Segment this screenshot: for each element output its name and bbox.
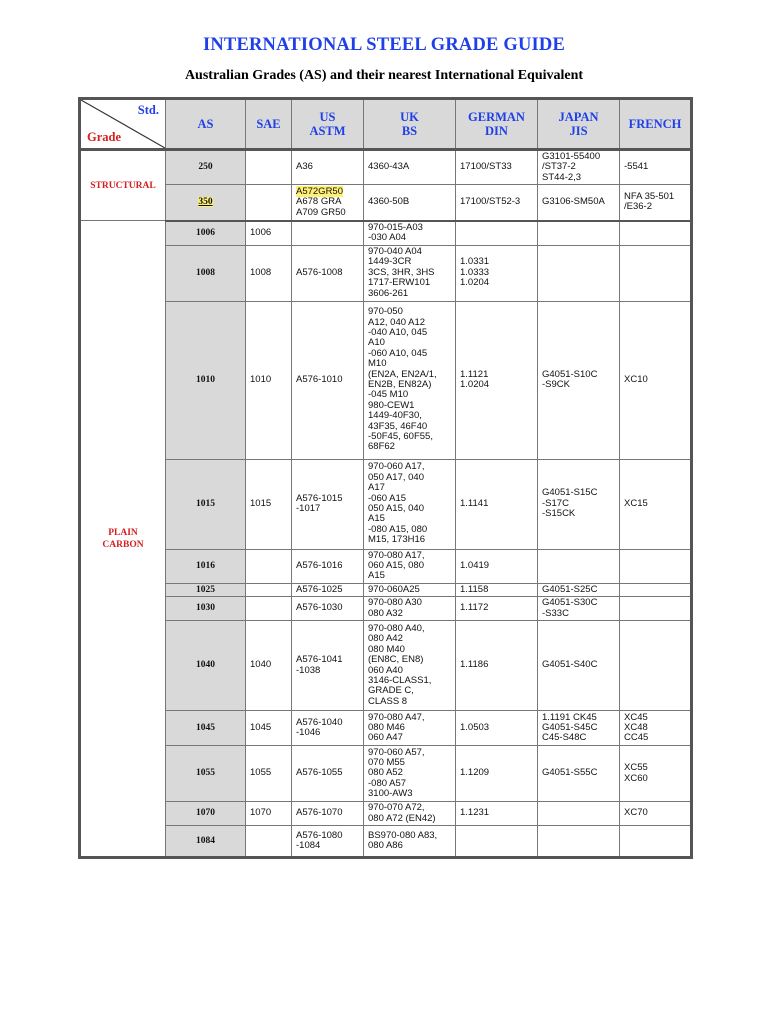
table-row — [80, 583, 692, 596]
as-cell: 1040 — [166, 621, 246, 711]
sae-cell — [246, 150, 292, 185]
col-header-japan: JAPAN JIS — [538, 99, 620, 150]
table-row — [80, 802, 692, 826]
table-row — [80, 150, 692, 185]
uk-cell: 970-080 A47, 080 M46 060 A47 — [364, 711, 456, 746]
uk-cell: 970-080 A30 080 A32 — [364, 597, 456, 621]
corner-header — [80, 99, 166, 150]
din-cell — [456, 826, 538, 858]
din-cell: 1.1172 — [456, 597, 538, 621]
jis-cell: G4051-S55C — [538, 746, 620, 802]
table-row — [80, 245, 692, 301]
sae-cell — [246, 583, 292, 596]
table-row — [80, 549, 692, 583]
din-cell: 17100/ST52-3 — [456, 185, 538, 221]
group-structural: STRUCTURAL — [80, 150, 166, 221]
as-cell: 1055 — [166, 746, 246, 802]
jis-cell: G4051-S15C -S17C -S15CK — [538, 459, 620, 549]
fr-cell: XC10 — [620, 301, 692, 459]
jis-cell — [538, 826, 620, 858]
as-cell: 250 — [166, 150, 246, 185]
din-cell: 1.1186 — [456, 621, 538, 711]
sae-cell: 1008 — [246, 245, 292, 301]
uk-cell: 970-080 A17, 060 A15, 080 A15 — [364, 549, 456, 583]
sae-cell: 1070 — [246, 802, 292, 826]
fr-cell — [620, 549, 692, 583]
fr-cell: XC45 XC48 CC45 — [620, 711, 692, 746]
us-cell: A576-1041 -1038 — [292, 621, 364, 711]
us-cell: A576-1015 -1017 — [292, 459, 364, 549]
sae-cell — [246, 185, 292, 221]
as-cell: 1016 — [166, 549, 246, 583]
as-cell: 1008 — [166, 245, 246, 301]
din-cell: 17100/ST33 — [456, 150, 538, 185]
fr-cell: XC70 — [620, 802, 692, 826]
col-header-german: GERMAN DIN — [456, 99, 538, 150]
us-cell: A576-1025 — [292, 583, 364, 596]
table-row — [80, 597, 692, 621]
jis-cell: G3106-SM50A — [538, 185, 620, 221]
us-cell: A36 — [292, 150, 364, 185]
uk-cell: 970-060A25 — [364, 583, 456, 596]
sae-cell — [246, 597, 292, 621]
us-cell: A576-1010 — [292, 301, 364, 459]
col-header-sae: SAE — [246, 99, 292, 150]
sae-cell: 1045 — [246, 711, 292, 746]
fr-cell: XC55 XC60 — [620, 746, 692, 802]
fr-cell: -5541 — [620, 150, 692, 185]
sae-cell: 1006 — [246, 221, 292, 245]
jis-cell: G3101-55400 /ST37-2 ST44-2,3 — [538, 150, 620, 185]
din-cell: 1.0419 — [456, 549, 538, 583]
jis-cell — [538, 245, 620, 301]
fr-cell: NFA 35-501 /E36-2 — [620, 185, 692, 221]
uk-cell: 4360-43A — [364, 150, 456, 185]
uk-cell: 970-040 A04 1449-3CR 3CS, 3HR, 3HS 1717-ERW101 3606-261 — [364, 245, 456, 301]
table-row — [80, 301, 692, 459]
sae-cell: 1040 — [246, 621, 292, 711]
uk-cell: 970-070 A72, 080 A72 (EN42) — [364, 802, 456, 826]
us-cell: A576-1070 — [292, 802, 364, 826]
table-row — [80, 221, 692, 245]
as-cell: 1070 — [166, 802, 246, 826]
us-cell: A576-1055 — [292, 746, 364, 802]
page-subtitle: Australian Grades (AS) and their nearest International Equivalent — [184, 68, 584, 83]
us-cell: A576-1040 -1046 — [292, 711, 364, 746]
as-cell: 1030 — [166, 597, 246, 621]
us-highlight: A572GR50 — [296, 185, 344, 197]
uk-cell: 970-080 A40, 080 A42 080 M40 (EN8C, EN8) 060 A40 3146-CLASS1, GRADE C, CLASS 8 — [364, 621, 456, 711]
din-cell: 1.0503 — [456, 711, 538, 746]
us-text: A678 GRA A709 GR50 — [296, 196, 346, 218]
din-cell: 1.1209 — [456, 746, 538, 802]
din-cell: 1.0331 1.0333 1.0204 — [456, 245, 538, 301]
din-cell: 1.1158 — [456, 583, 538, 596]
jis-cell: G4051-S40C — [538, 621, 620, 711]
table-row — [80, 746, 692, 802]
jis-cell — [538, 221, 620, 245]
as-cell: 1025 — [166, 583, 246, 596]
jis-cell: G4051-S30C -S33C — [538, 597, 620, 621]
table-row — [80, 185, 692, 221]
std-label: Std. — [137, 103, 159, 117]
fr-cell — [620, 826, 692, 858]
fr-cell: XC15 — [620, 459, 692, 549]
as-cell — [166, 185, 246, 221]
din-cell: 1.1121 1.0204 — [456, 301, 538, 459]
fr-cell — [620, 245, 692, 301]
jis-cell — [538, 549, 620, 583]
sae-cell — [246, 549, 292, 583]
uk-cell: 970-015-A03 -030 A04 — [364, 221, 456, 245]
col-header-as: AS — [166, 99, 246, 150]
us-cell: A576-1080 -1084 — [292, 826, 364, 858]
table-row — [80, 621, 692, 711]
as-cell: 1006 — [166, 221, 246, 245]
page-title: INTERNATIONAL STEEL GRADE GUIDE — [202, 35, 566, 55]
us-cell — [292, 185, 364, 221]
sae-cell: 1015 — [246, 459, 292, 549]
col-header-uk: UK BS — [364, 99, 456, 150]
fr-cell — [620, 221, 692, 245]
table-body — [80, 150, 692, 858]
us-cell — [292, 221, 364, 245]
jis-cell: G4051-S25C — [538, 583, 620, 596]
jis-cell: 1.1191 CK45 G4051-S45C C45-S48C — [538, 711, 620, 746]
as-highlight: 350 — [198, 197, 213, 208]
us-cell: A576-1016 — [292, 549, 364, 583]
col-header-us: US ASTM — [292, 99, 364, 150]
grade-label: Grade — [87, 130, 122, 144]
sae-cell: 1055 — [246, 746, 292, 802]
uk-cell: 970-060 A57, 070 M55 080 A52 -080 A57 3100-AW3 — [364, 746, 456, 802]
sae-cell — [246, 826, 292, 858]
uk-cell: BS970-080 A83, 080 A86 — [364, 826, 456, 858]
table-row — [80, 826, 692, 858]
fr-cell — [620, 621, 692, 711]
as-cell: 1010 — [166, 301, 246, 459]
as-cell: 1084 — [166, 826, 246, 858]
din-cell: 1.1231 — [456, 802, 538, 826]
fr-cell — [620, 583, 692, 596]
din-cell: 1.1141 — [456, 459, 538, 549]
steel-grade-table — [78, 97, 693, 859]
table-row — [80, 459, 692, 549]
jis-cell: G4051-S10C -S9CK — [538, 301, 620, 459]
uk-cell: 970-060 A17, 050 A17, 040 A17 -060 A15 050 A15, 040 A15 -080 A15, 080 M15, 173H16 — [364, 459, 456, 549]
group-plain-carbon: PLAIN CARBON — [80, 221, 166, 858]
as-cell: 1015 — [166, 459, 246, 549]
jis-cell — [538, 802, 620, 826]
us-cell: A576-1030 — [292, 597, 364, 621]
col-header-french: FRENCH — [620, 99, 692, 150]
fr-cell — [620, 597, 692, 621]
us-cell: A576-1008 — [292, 245, 364, 301]
table-row — [80, 711, 692, 746]
uk-cell: 970-050 A12, 040 A12 -040 A10, 045 A10 -060 A10, 045 M10 (EN2A, EN2A/1, EN2B, EN82A) -045 M10 980-CEW1 1449-40F30, 43F35, 46F40 -50F45, 60F55, 68F62 — [364, 301, 456, 459]
sae-cell: 1010 — [246, 301, 292, 459]
as-cell: 1045 — [166, 711, 246, 746]
uk-cell: 4360-50B — [364, 185, 456, 221]
din-cell — [456, 221, 538, 245]
